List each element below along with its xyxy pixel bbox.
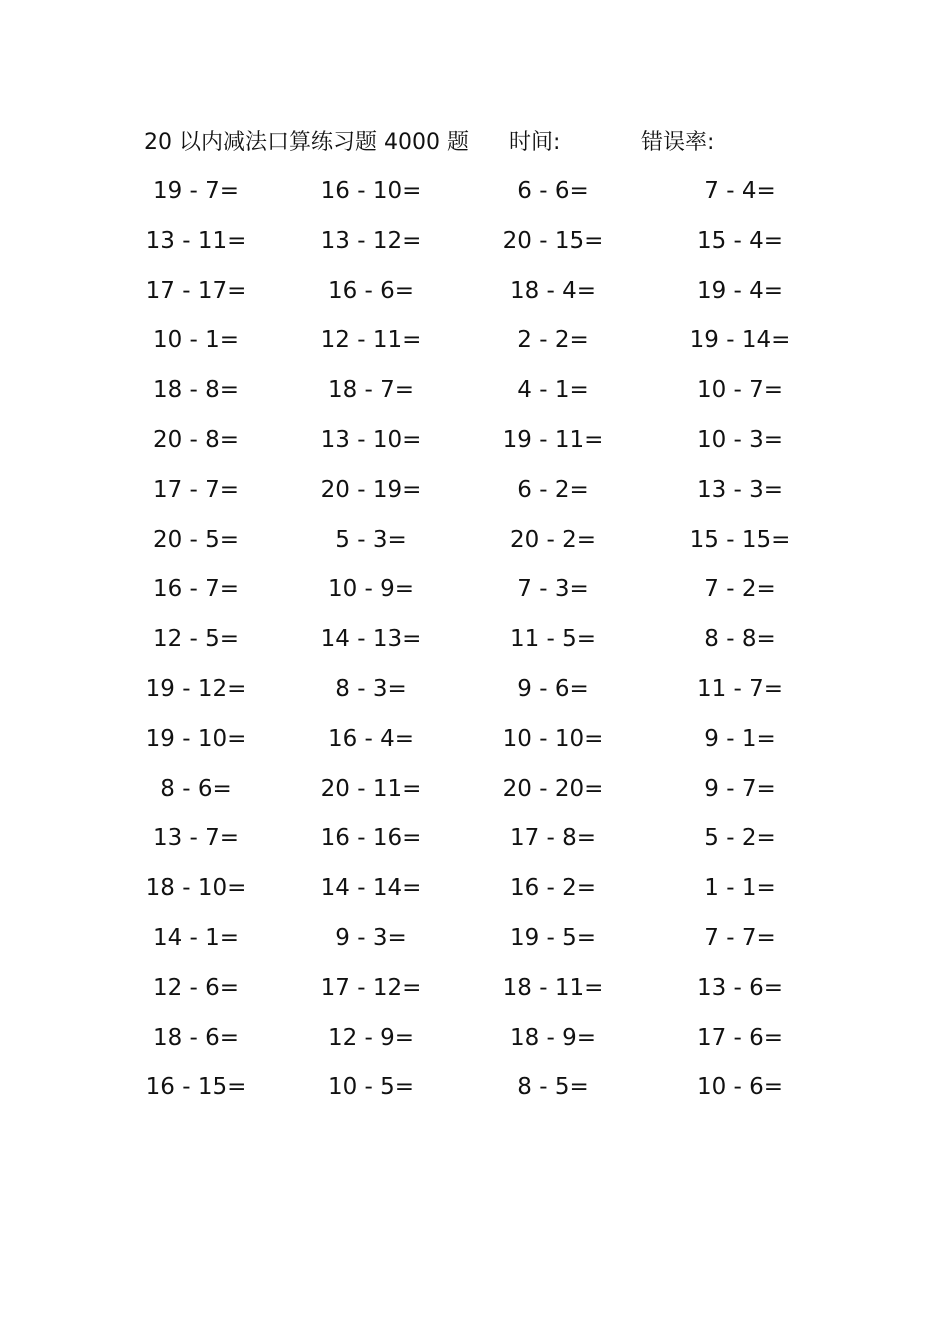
subtraction-problem: 10 - 5= xyxy=(327,1074,415,1101)
error-rate-label: 错误率: xyxy=(641,130,715,155)
subtraction-problem: 6 - 2= xyxy=(517,476,589,503)
subtraction-problem: 8 - 6= xyxy=(160,775,232,802)
subtraction-problem: 20 - 19= xyxy=(320,476,422,503)
subtraction-problem: 14 - 1= xyxy=(152,924,240,951)
subtraction-problem: 20 - 11= xyxy=(320,775,422,802)
subtraction-problem: 7 - 3= xyxy=(517,576,589,603)
subtraction-problem: 10 - 7= xyxy=(696,377,784,404)
subtraction-problem: 5 - 2= xyxy=(704,825,776,852)
subtraction-problem: 18 - 10= xyxy=(145,875,247,902)
subtraction-problem: 16 - 15= xyxy=(145,1074,247,1101)
subtraction-problem: 10 - 1= xyxy=(152,327,240,354)
subtraction-problem: 7 - 2= xyxy=(704,576,776,603)
subtraction-problem: 20 - 15= xyxy=(502,227,604,254)
subtraction-problem: 15 - 4= xyxy=(696,227,784,254)
problem-row xyxy=(0,771,950,821)
problem-row xyxy=(0,173,950,223)
subtraction-problem: 13 - 10= xyxy=(320,426,422,453)
subtraction-problem: 16 - 10= xyxy=(320,178,422,204)
subtraction-problem: 19 - 5= xyxy=(509,924,597,951)
subtraction-problem: 7 - 7= xyxy=(704,924,776,951)
subtraction-problem: 5 - 3= xyxy=(335,526,407,553)
problem-row xyxy=(0,422,950,472)
problem-row xyxy=(0,472,950,522)
subtraction-problem: 8 - 3= xyxy=(335,675,407,702)
worksheet-header xyxy=(0,126,950,160)
problem-row xyxy=(0,621,950,671)
subtraction-problem: 10 - 10= xyxy=(502,725,604,752)
subtraction-problem: 15 - 15= xyxy=(689,526,791,553)
subtraction-problem: 14 - 13= xyxy=(320,626,422,653)
subtraction-problem: 17 - 17= xyxy=(145,277,247,304)
subtraction-problem: 19 - 7= xyxy=(152,178,240,204)
problem-row xyxy=(0,372,950,422)
subtraction-problem: 10 - 3= xyxy=(696,426,784,453)
subtraction-problem: 20 - 2= xyxy=(509,526,597,553)
subtraction-problem: 20 - 5= xyxy=(152,526,240,553)
subtraction-problem: 7 - 4= xyxy=(704,178,776,204)
problem-row xyxy=(0,223,950,273)
problem-grid xyxy=(0,173,950,1119)
subtraction-problem: 13 - 6= xyxy=(696,974,784,1001)
subtraction-problem: 19 - 11= xyxy=(502,426,604,453)
problem-row xyxy=(0,273,950,323)
subtraction-problem: 12 - 11= xyxy=(320,327,422,354)
subtraction-problem: 10 - 9= xyxy=(327,576,415,603)
subtraction-problem: 19 - 10= xyxy=(145,725,247,752)
subtraction-problem: 20 - 8= xyxy=(152,426,240,453)
problem-row xyxy=(0,1020,950,1070)
subtraction-problem: 9 - 7= xyxy=(704,775,776,802)
problem-row xyxy=(0,820,950,870)
subtraction-problem: 19 - 14= xyxy=(689,327,791,354)
subtraction-problem: 18 - 11= xyxy=(502,974,604,1001)
time-label: 时间: xyxy=(509,130,561,155)
problem-row xyxy=(0,322,950,372)
subtraction-problem: 1 - 1= xyxy=(704,875,776,902)
subtraction-problem: 16 - 16= xyxy=(320,825,422,852)
subtraction-problem: 13 - 11= xyxy=(145,227,247,254)
subtraction-problem: 12 - 5= xyxy=(152,626,240,653)
subtraction-problem: 18 - 8= xyxy=(152,377,240,404)
subtraction-problem: 12 - 9= xyxy=(327,1024,415,1051)
subtraction-problem: 16 - 2= xyxy=(509,875,597,902)
worksheet-title: 20 以内减法口算练习题 4000 题 xyxy=(144,130,469,155)
subtraction-problem: 13 - 7= xyxy=(152,825,240,852)
problem-row xyxy=(0,920,950,970)
subtraction-problem: 17 - 12= xyxy=(320,974,422,1001)
problem-row xyxy=(0,970,950,1020)
subtraction-problem: 16 - 4= xyxy=(327,725,415,752)
problem-row xyxy=(0,522,950,572)
subtraction-problem: 20 - 20= xyxy=(502,775,604,802)
subtraction-problem: 11 - 7= xyxy=(696,675,784,702)
subtraction-problem: 8 - 5= xyxy=(517,1074,589,1101)
subtraction-problem: 10 - 6= xyxy=(696,1074,784,1101)
problem-row xyxy=(0,721,950,771)
subtraction-problem: 11 - 5= xyxy=(509,626,597,653)
problem-row xyxy=(0,571,950,621)
subtraction-problem: 8 - 8= xyxy=(704,626,776,653)
subtraction-problem: 9 - 3= xyxy=(335,924,407,951)
subtraction-problem: 16 - 6= xyxy=(327,277,415,304)
subtraction-problem: 18 - 4= xyxy=(509,277,597,304)
subtraction-problem: 19 - 12= xyxy=(145,675,247,702)
subtraction-problem: 16 - 7= xyxy=(152,576,240,603)
subtraction-problem: 13 - 12= xyxy=(320,227,422,254)
subtraction-problem: 18 - 6= xyxy=(152,1024,240,1051)
problem-row xyxy=(0,1069,950,1119)
problem-row xyxy=(0,870,950,920)
subtraction-problem: 4 - 1= xyxy=(517,377,589,404)
subtraction-problem: 18 - 9= xyxy=(509,1024,597,1051)
subtraction-problem: 14 - 14= xyxy=(320,875,422,902)
problem-row xyxy=(0,671,950,721)
subtraction-problem: 9 - 6= xyxy=(517,675,589,702)
subtraction-problem: 17 - 8= xyxy=(509,825,597,852)
subtraction-problem: 13 - 3= xyxy=(696,476,784,503)
subtraction-problem: 17 - 6= xyxy=(696,1024,784,1051)
subtraction-problem: 18 - 7= xyxy=(327,377,415,404)
subtraction-problem: 12 - 6= xyxy=(152,974,240,1001)
subtraction-problem: 6 - 6= xyxy=(517,178,589,204)
subtraction-problem: 9 - 1= xyxy=(704,725,776,752)
subtraction-problem: 17 - 7= xyxy=(152,476,240,503)
subtraction-problem: 19 - 4= xyxy=(696,277,784,304)
subtraction-problem: 2 - 2= xyxy=(517,327,589,354)
